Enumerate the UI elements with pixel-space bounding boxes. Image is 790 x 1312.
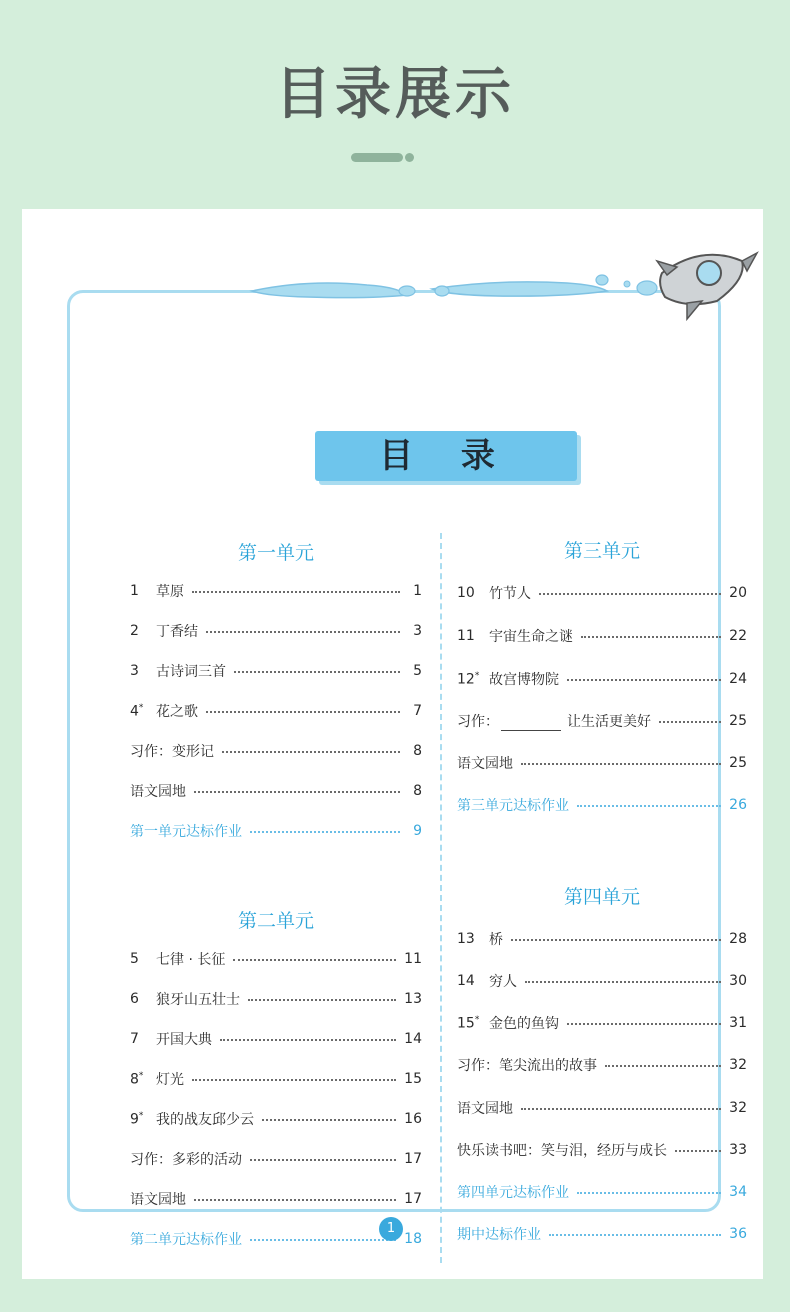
fill-blank <box>501 716 561 731</box>
heading-underline <box>351 153 403 162</box>
toc-row[interactable] <box>130 699 422 723</box>
rocket-illustration <box>247 239 762 324</box>
dot-leader <box>567 1023 721 1025</box>
lesson-title: 桥 <box>489 932 503 948</box>
lesson-number: 3 <box>130 663 139 679</box>
toc-row[interactable] <box>457 751 747 775</box>
toc-row-assessment[interactable] <box>457 793 747 817</box>
page-number: 32 <box>729 1057 747 1073</box>
page-number: 17 <box>404 1151 422 1167</box>
dot-leader <box>581 636 721 638</box>
lesson-title: 古诗词三首 <box>156 664 226 680</box>
toc-row[interactable] <box>457 1138 747 1162</box>
lesson-title: 竹节人 <box>489 586 531 602</box>
page-number: 3 <box>413 623 422 639</box>
lesson-title: 宇宙生命之谜 <box>489 629 573 645</box>
dot-leader <box>192 1079 396 1081</box>
lesson-title: 语文园地 <box>130 1192 186 1208</box>
dot-leader <box>192 591 400 593</box>
dot-leader <box>549 1234 721 1236</box>
lesson-number: 15* <box>457 1014 480 1032</box>
lesson-number: 9* <box>130 1110 144 1128</box>
lesson-number: 2 <box>130 623 139 639</box>
page-number: 8 <box>413 783 422 799</box>
lesson-title: 狼牙山五壮士 <box>156 992 240 1008</box>
lesson-title: 第二单元达标作业 <box>130 1232 242 1248</box>
page-number: 22 <box>729 628 747 644</box>
toc-row[interactable] <box>130 1187 422 1211</box>
lesson-number: 11 <box>457 628 475 644</box>
dot-leader <box>234 671 400 673</box>
lesson-number: 10 <box>457 585 475 601</box>
toc-row-assessment[interactable] <box>130 819 422 843</box>
lesson-title: 语文园地 <box>457 756 513 772</box>
dot-leader <box>577 1192 721 1194</box>
page-number: 14 <box>404 1031 422 1047</box>
dot-leader <box>194 791 400 793</box>
page-number: 28 <box>729 931 747 947</box>
toc-row[interactable] <box>130 739 422 763</box>
lesson-title: 语文园地 <box>457 1101 513 1117</box>
dot-leader <box>262 1119 396 1121</box>
unit-title-1: 第一单元 <box>237 542 314 564</box>
page-number: 8 <box>413 743 422 759</box>
page-number: 20 <box>729 585 747 601</box>
dot-leader <box>194 1199 396 1201</box>
page-number: 32 <box>729 1100 747 1116</box>
toc-row[interactable] <box>457 667 747 691</box>
dot-leader <box>539 593 721 595</box>
lesson-title: 金色的鱼钩 <box>489 1016 559 1032</box>
page-number: 9 <box>413 823 422 839</box>
dot-leader <box>233 959 396 961</box>
page-number: 30 <box>729 973 747 989</box>
lesson-title: 快乐读书吧：笑与泪，经历与成长 <box>457 1143 667 1159</box>
toc-row[interactable] <box>457 1096 747 1120</box>
toc-row-assessment[interactable] <box>457 1180 747 1204</box>
toc-row[interactable] <box>130 947 422 971</box>
toc-row[interactable] <box>130 987 422 1011</box>
lesson-title: 第三单元达标作业 <box>457 798 569 814</box>
page-number-badge: 1 <box>379 1217 403 1241</box>
lesson-title: 草原 <box>156 584 184 600</box>
page-number: 11 <box>404 951 422 967</box>
lesson-title: 第一单元达标作业 <box>130 824 242 840</box>
page-number: 16 <box>404 1111 422 1127</box>
dot-leader <box>525 981 721 983</box>
lesson-title: 期中达标作业 <box>457 1227 541 1243</box>
lesson-number: 13 <box>457 931 475 947</box>
lesson-title: 第四单元达标作业 <box>457 1185 569 1201</box>
dot-leader <box>220 1039 396 1041</box>
toc-row[interactable] <box>130 1107 422 1131</box>
lesson-title: 语文园地 <box>130 784 186 800</box>
dot-leader <box>222 751 400 753</box>
toc-banner: 目 录 <box>315 431 577 481</box>
dot-leader <box>567 679 721 681</box>
page-number: 33 <box>729 1142 747 1158</box>
toc-row[interactable] <box>130 1027 422 1051</box>
dot-leader <box>675 1150 721 1152</box>
toc-sheet <box>22 209 763 1279</box>
toc-row[interactable] <box>457 624 747 648</box>
page-number: 1 <box>413 583 422 599</box>
toc-row[interactable] <box>457 927 747 951</box>
page-number: 25 <box>729 713 747 729</box>
toc-row[interactable] <box>130 579 422 603</box>
lesson-title: 灯光 <box>156 1072 184 1088</box>
lesson-number: 12* <box>457 670 480 688</box>
page-number: 15 <box>404 1071 422 1087</box>
dot-leader <box>521 763 721 765</box>
page-number: 34 <box>729 1184 747 1200</box>
page-number: 26 <box>729 797 747 813</box>
dot-leader <box>250 1159 396 1161</box>
dot-leader <box>250 1239 396 1241</box>
lesson-number: 5 <box>130 951 139 967</box>
page-number: 25 <box>729 755 747 771</box>
dot-leader <box>511 939 721 941</box>
lesson-title: 开国大典 <box>156 1032 212 1048</box>
dot-leader <box>605 1065 721 1067</box>
toc-row[interactable] <box>130 1067 422 1091</box>
page-number: 13 <box>404 991 422 1007</box>
page-number: 36 <box>729 1226 747 1242</box>
lesson-title: 我的战友邱少云 <box>156 1112 254 1128</box>
lesson-title: 习作： 让生活更美好 <box>457 714 651 730</box>
unit-title-2: 第二单元 <box>237 910 314 932</box>
page-number: 17 <box>404 1191 422 1207</box>
dot-leader <box>659 721 721 723</box>
lesson-title: 故宫博物院 <box>489 672 559 688</box>
dot-leader <box>248 999 396 1001</box>
toc-row[interactable] <box>130 1147 422 1171</box>
optional-mark: * <box>474 1014 480 1025</box>
lesson-title: 丁香结 <box>156 624 198 640</box>
lesson-title: 习作：笔尖流出的故事 <box>457 1058 597 1074</box>
toc-row[interactable] <box>457 969 747 993</box>
toc-row[interactable] <box>457 1053 747 1077</box>
lesson-number: 6 <box>130 991 139 1007</box>
lesson-number: 8* <box>130 1070 144 1088</box>
optional-mark: * <box>138 702 144 713</box>
page-number: 5 <box>413 663 422 679</box>
toc-row[interactable] <box>130 619 422 643</box>
lesson-number: 14 <box>457 973 475 989</box>
page-heading: 目录展示 <box>275 62 515 127</box>
page-number: 18 <box>404 1231 422 1247</box>
heading-dot <box>405 153 414 162</box>
lesson-number: 1 <box>130 583 139 599</box>
dot-leader <box>206 631 400 633</box>
toc-row[interactable] <box>457 709 747 733</box>
dot-leader <box>521 1108 721 1110</box>
dot-leader <box>577 805 721 807</box>
optional-mark: * <box>474 670 480 681</box>
toc-frame <box>67 290 747 1248</box>
lesson-number: 4* <box>130 702 144 720</box>
unit-title-3: 第三单元 <box>563 540 640 562</box>
unit-title-4: 第四单元 <box>563 886 640 908</box>
lesson-title: 穷人 <box>489 974 517 990</box>
dot-leader <box>206 711 400 713</box>
toc-row[interactable] <box>457 1011 747 1035</box>
lesson-number: 7 <box>130 1031 139 1047</box>
column-divider <box>440 533 442 1263</box>
toc-row[interactable] <box>130 659 422 683</box>
optional-mark: * <box>138 1070 144 1081</box>
page-number: 7 <box>413 703 422 719</box>
optional-mark: * <box>138 1110 144 1121</box>
dot-leader <box>250 831 400 833</box>
toc-row[interactable] <box>130 779 422 803</box>
lesson-title: 花之歌 <box>156 704 198 720</box>
toc-row[interactable] <box>457 581 747 605</box>
lesson-title: 习作：多彩的活动 <box>130 1152 242 1168</box>
lesson-title: 习作：变形记 <box>130 744 214 760</box>
toc-row-assessment[interactable] <box>457 1222 747 1246</box>
page-number: 31 <box>729 1015 747 1031</box>
lesson-title: 七律 · 长征 <box>156 952 226 968</box>
page-number: 24 <box>729 671 747 687</box>
